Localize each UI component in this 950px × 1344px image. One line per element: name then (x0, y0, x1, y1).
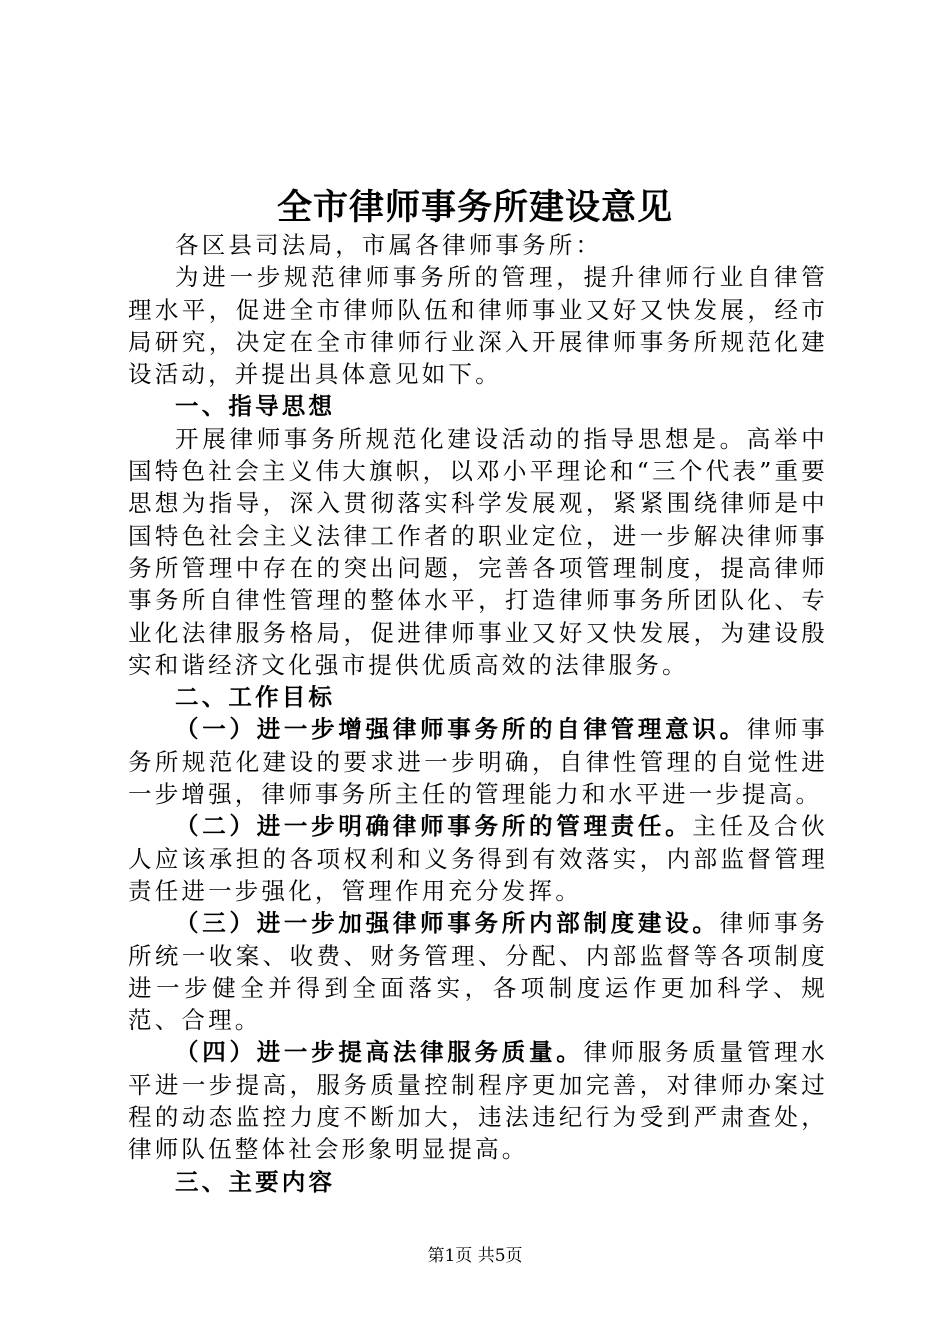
section-heading-3: 三、主要内容 (175, 1167, 336, 1196)
goal-text-3: 律师事务所统一收案、收费、财务管理、分配、内部监督等各项制度进一步健全并得到全面落实，各项制度运作更加科学、规范、合理。 (128, 909, 828, 1035)
goal-text-2: 主任及合伙人应该承担的各项权利和义务得到有效落实，内部监督管理责任进一步强化，管理作用充分发挥。 (128, 812, 828, 905)
goal-paragraph-1 (128, 713, 828, 810)
goal-lead-2: （二）进一步明确律师事务所的管理责任。 (175, 812, 693, 841)
section-heading-1: 一、指导思想 (175, 392, 336, 421)
salutation: 各区县司法局，市属各律师事务所： (175, 231, 603, 259)
section-heading-2: 二、工作目标 (175, 683, 336, 712)
goal-lead-3: （三）进一步加强律师事务所内部制度建设。 (175, 909, 720, 938)
goal-text-4: 律师服务质量管理水平进一步提高，服务质量控制程序更加完善，对律师办案过程的动态监控力度不断加大，违法违纪行为受到严肃查处，律师队伍整体社会形象明显提高。 (128, 1038, 828, 1164)
goal-paragraph-2 (128, 810, 828, 907)
goal-text-1: 律师事务所规范化建设的要求进一步明确，自律性管理的自觉性进一步增强，律师事务所主任的管理能力和水平进一步提高。 (128, 715, 828, 809)
goal-paragraph-3 (128, 907, 828, 1036)
section-1-paragraph: 开展律师事务所规范化建设活动的指导思想是。高举中国特色社会主义伟大旗帜，以邓小平理论和“三个代表”重要思想为指导，深入贯彻落实科学发展观，紧紧围绕律师是中国特色社会主义法律工作者的职业定位，进一步解决律师事务所管理中存在的突出问题，完善各项管理制度，提高律师事务所自律性管理的整体水平，打造律师事务所团队化、专业化法律服务格局，促进律师事业又好又快发展，为建设殷实和谐经济文化强市提供优质高效的法律服务。 (128, 424, 828, 679)
page-number-footer: 第1页 共5页 (427, 1246, 523, 1266)
goal-paragraph-4 (128, 1036, 828, 1165)
goal-lead-4: （四）进一步提高法律服务质量。 (175, 1038, 584, 1067)
goal-lead-1: （一）进一步增强律师事务所的自律管理意识。 (175, 715, 747, 744)
document-title: 全市律师事务所建设意见 (276, 187, 673, 228)
intro-paragraph: 为进一步规范律师事务所的管理，提升律师行业自律管理水平，促进全市律师队伍和律师事业又好又快发展，经市局研究，决定在全市律师行业深入开展律师事务所规范化建设活动，并提出具体意见如下。 (128, 263, 828, 389)
document-body (128, 229, 828, 1198)
